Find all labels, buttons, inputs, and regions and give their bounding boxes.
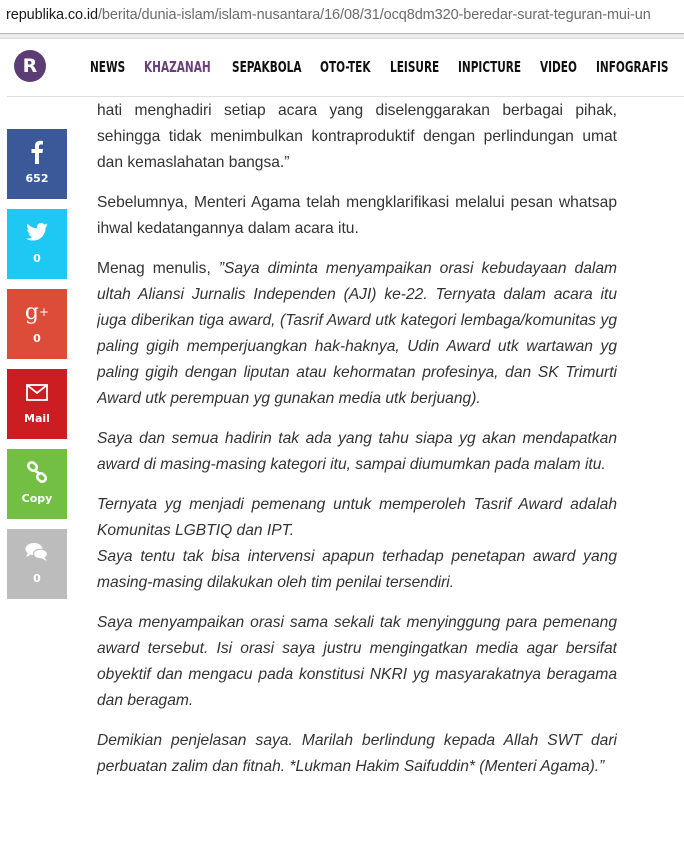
quote-text: Saya menyampaikan orasi sama sekali tak menyinggung para pemenang award tersebut. Isi orasi saya justru mengingatkan media agar bersifat obyektif dan mengacu pada konstitusi NKRI yg masyarakatnya beragama dan beragam. bbox=[97, 614, 617, 709]
nav-item-leisure[interactable]: LEISURE bbox=[390, 58, 440, 76]
article-paragraph bbox=[97, 610, 617, 714]
nav-item-inpicture[interactable]: INPICTURE bbox=[458, 58, 522, 76]
google-plus-icon: g + bbox=[24, 299, 50, 325]
facebook-icon bbox=[30, 139, 44, 165]
main-nav bbox=[90, 58, 684, 80]
nav-item-video[interactable]: VIDEO bbox=[540, 58, 577, 76]
nav-item-sepakbola[interactable]: SEPAKBOLA bbox=[232, 58, 302, 76]
copy-link-button[interactable] bbox=[7, 449, 67, 519]
comments-button[interactable] bbox=[7, 529, 67, 599]
quote-text: ”Saya diminta menyampaikan orasi kebudayaan dalam ultah Aliansi Jurnalis Independen (AJI) ke-22. Ternyata dalam acara itu juga diberikan tiga award, (Tasrif Award utk kategori lembaga/komunitas yg paling gigih memperjuangkan hak-haknya, Udin Award utk wartawan yg paling gigih dengan liputan atau kehormatan profesinya, dan SK Trimurti Award utk perempuan yg gunakan media utk berjuang). bbox=[97, 260, 617, 407]
article-paragraph: hati menghadiri setiap acara yang diselenggarakan berbagai pihak, sehingga tidak menimbulkan kontraproduktif dengan perlindungan umat dan kemaslahatan bangsa.” bbox=[97, 102, 617, 171]
google-plus-share-button[interactable] bbox=[7, 289, 67, 359]
mail-share-button[interactable] bbox=[7, 369, 67, 439]
article-body bbox=[97, 97, 617, 844]
nav-item-oto-tek[interactable]: OTO-TEK bbox=[320, 58, 371, 76]
comments-icon bbox=[25, 539, 49, 565]
article-paragraph bbox=[97, 426, 617, 478]
article-paragraph bbox=[97, 256, 617, 412]
url-field[interactable] bbox=[6, 7, 651, 23]
google-plus-share-count: 0 bbox=[33, 332, 41, 345]
twitter-icon bbox=[26, 219, 48, 245]
quote-lead: Menag menulis, bbox=[97, 260, 219, 277]
article-paragraph bbox=[97, 492, 617, 596]
comments-count: 0 bbox=[33, 572, 41, 585]
article-paragraph: Sebelumnya, Menteri Agama telah mengklarifikasi melalui pesan whatsap ihwal kedatangannya dalam acara itu. bbox=[97, 194, 617, 237]
twitter-share-button[interactable] bbox=[7, 209, 67, 279]
article-paragraph bbox=[97, 728, 617, 780]
quote-text: Saya dan semua hadirin tak ada yang tahu siapa yg akan mendapatkan award di masing-masing kategori itu, sampai diumumkan pada malam itu. bbox=[97, 430, 617, 473]
nav-item-infografis[interactable]: INFOGRAFIS bbox=[596, 58, 669, 76]
logo-letter: R bbox=[22, 55, 38, 77]
mail-label: Mail bbox=[24, 412, 50, 425]
quote-text: Ternyata yg menjadi pemenang untuk memperoleh Tasrif Award adalah Komunitas LGBTIQ dan IPT. bbox=[97, 496, 617, 539]
address-bar[interactable] bbox=[0, 0, 684, 34]
twitter-share-count: 0 bbox=[33, 252, 41, 265]
link-icon bbox=[26, 459, 48, 485]
facebook-share-count: 652 bbox=[25, 172, 49, 185]
mail-icon bbox=[26, 379, 48, 405]
quote-text: Saya tentu tak bisa intervensi apapun terhadap penetapan award yang masing-masing dilakukan oleh tim penilai tersendiri. bbox=[97, 548, 617, 591]
nav-item-khazanah[interactable]: KHAZANAH bbox=[144, 58, 211, 76]
url-path: /berita/dunia-islam/islam-nusantara/16/08/31/ocq8dm320-beredar-surat-teguran-mui-un bbox=[98, 7, 651, 23]
url-domain: republika.co.id bbox=[6, 7, 98, 23]
facebook-share-button[interactable] bbox=[7, 129, 67, 199]
copy-label: Copy bbox=[21, 492, 53, 505]
nav-item-news[interactable]: NEWS bbox=[90, 58, 126, 76]
republika-logo[interactable] bbox=[14, 50, 46, 82]
quote-text: Demikian penjelasan saya. Marilah berlindung kepada Allah SWT dari perbuatan zalim dan fitnah. *Lukman Hakim Saifuddin* (Menteri Agama).” bbox=[97, 732, 617, 775]
